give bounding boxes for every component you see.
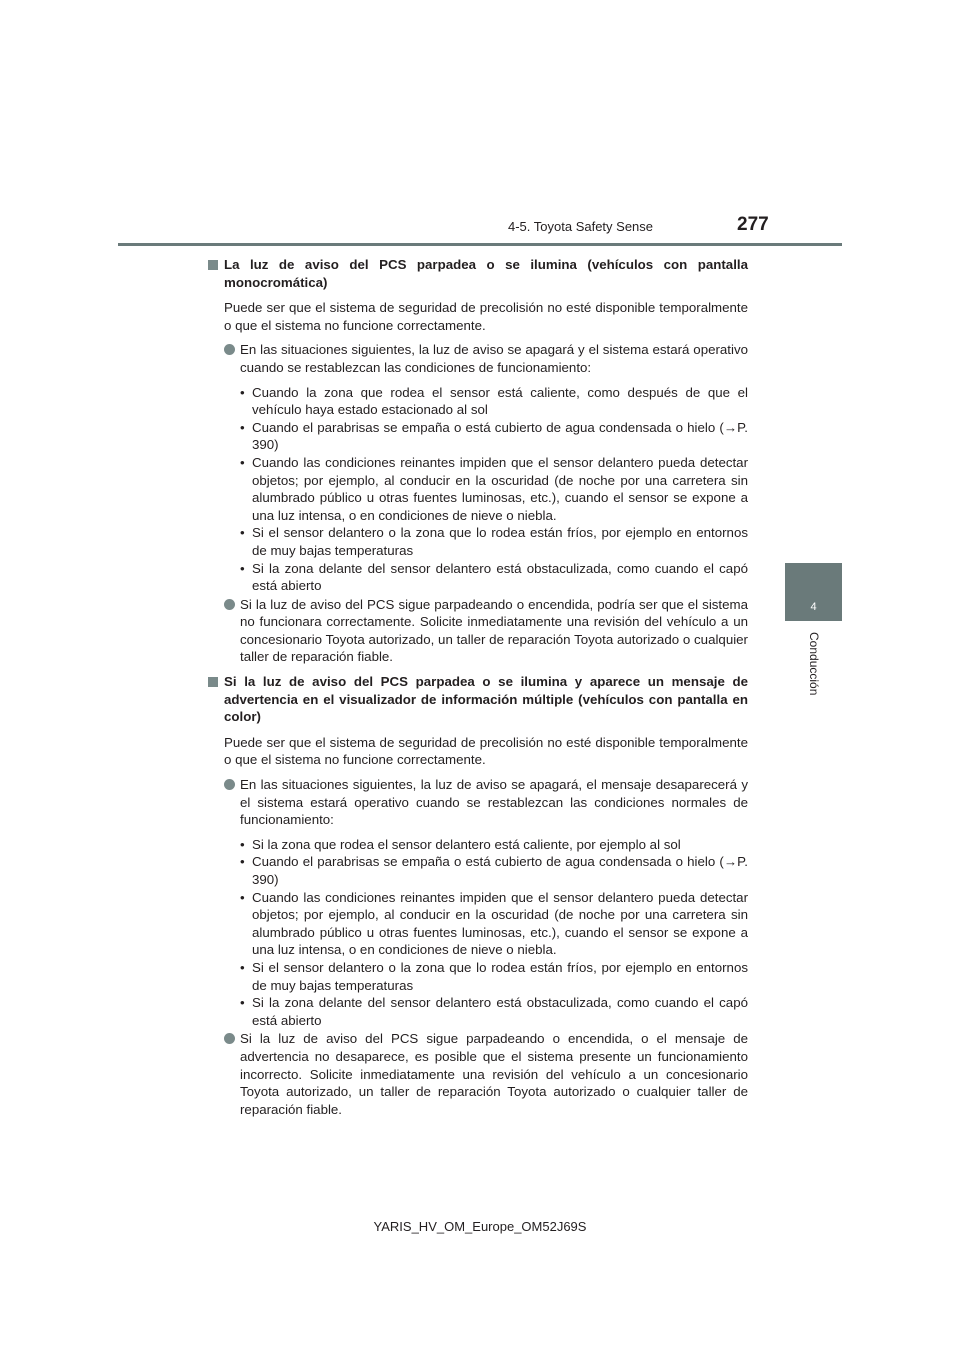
circle-item [208, 596, 748, 666]
header-divider [118, 243, 842, 246]
dot-bullet-icon: • [240, 525, 245, 541]
dot-bullet-icon: • [240, 889, 245, 905]
chapter-tab [785, 563, 842, 621]
list-item: • Cuando el parabrisas se empaña o está cubierto de agua condensada o hielo (→P. 390) [240, 854, 748, 887]
dot-bullet-icon: • [240, 384, 245, 400]
list-item: • Si el sensor delantero o la zona que lo rodea están fríos, por ejemplo en entornos de muy bajas temperaturas [240, 525, 748, 558]
square-bullet-icon [208, 677, 218, 687]
dot-bullet-icon: • [240, 995, 245, 1011]
condition-list [208, 384, 748, 595]
list-item: • Si la zona que rodea el sensor delantero está caliente, por ejemplo al sol [240, 836, 681, 852]
circle-item [208, 1030, 748, 1118]
circle-bullet-icon [224, 344, 235, 355]
page-content [208, 256, 748, 1125]
list-item: • Si la zona delante del sensor delantero está obstaculizada, como cuando el capó está abierto [240, 560, 748, 594]
dot-bullet-icon: • [240, 560, 245, 576]
dot-bullet-icon: • [240, 854, 245, 870]
dot-bullet-icon: • [240, 454, 245, 470]
dot-bullet-icon: • [240, 836, 245, 852]
circle-item [208, 776, 748, 829]
chapter-number: 4 [810, 601, 817, 613]
square-bullet-icon [208, 260, 218, 270]
header-section-title: 4-5. Toyota Safety Sense [508, 219, 654, 234]
circle-item [208, 341, 748, 376]
page-number: 277 [737, 214, 769, 235]
circle-item-text: Si la luz de aviso del PCS sigue parpadeando o encendida, o el mensaje de advertencia no desaparece, es posible que el sistema presente un funcionamiento incorrecto. Solicite inmediatamente una revisión del vehículo a un concesionario Toyota autorizado, un taller de reparación Toyota autorizado o cualquier taller de reparación fiable. [240, 1031, 748, 1117]
section-heading-monochrome [208, 256, 748, 291]
section-intro: Puede ser que el sistema de seguridad de precolisión no esté disponible temporalmente o que el sistema no funcione correctamente. [224, 300, 748, 333]
document-code: YARIS_HV_OM_Europe_OM52J69S [373, 1219, 587, 1234]
list-item: • Cuando el parabrisas se empaña o está cubierto de agua condensada o hielo (→P. 390) [240, 419, 748, 453]
dot-bullet-icon: • [240, 959, 245, 975]
circle-bullet-icon [224, 1033, 235, 1044]
section-heading-color [208, 673, 748, 726]
circle-item-text: En las situaciones siguientes, la luz de aviso se apagará y el sistema estará operativo cuando se restablezcan las condiciones de funcionamiento: [240, 342, 748, 375]
dot-bullet-icon: • [240, 419, 245, 435]
list-item: • Cuando la zona que rodea el sensor está caliente, como después de que el vehículo haya estado estacionado al sol [240, 384, 748, 418]
section-intro: Puede ser que el sistema de seguridad de precolisión no esté disponible temporalmente o que el sistema no funcione correctamente. [224, 734, 748, 768]
list-item: • Cuando las condiciones reinantes impiden que el sensor delantero pueda detectar objetos; por ejemplo, al conducir en la oscuridad (de noche por una carretera sin alumbrado público u otras fuentes luminosas, etc.), cuando el sensor se expone a una luz intensa, o en condiciones de nieve o niebla. [240, 889, 748, 958]
list-item: • Si el sensor delantero o la zona que lo rodea están fríos, por ejemplo en entornos de muy bajas temperaturas [240, 959, 748, 993]
circle-bullet-icon [224, 779, 235, 790]
circle-item-text: En las situaciones siguientes, la luz de aviso se apagará, el mensaje desaparecerá y el sistema estará operativo cuando se restablezcan las condiciones normales de funcionamiento: [240, 777, 748, 828]
condition-list [208, 836, 748, 1030]
list-item: • Si la zona delante del sensor delantero está obstaculizada, como cuando el capó está abierto [240, 995, 748, 1028]
list-item: • Cuando las condiciones reinantes impiden que el sensor delantero pueda detectar objetos; por ejemplo, al conducir en la oscuridad (de noche por una carretera sin alumbrado público u otras fuentes luminosas, etc.), cuando el sensor se expone a una luz intensa, o en condiciones de nieve o niebla. [240, 454, 748, 523]
section-heading-text: La luz de aviso del PCS parpadea o se ilumina (vehículos con pantalla monocromática) [224, 257, 748, 290]
circle-item-text: Si la luz de aviso del PCS sigue parpadeando o encendida, podría ser que el sistema no funcionara correctamente. Solicite inmediatamente una revisión del vehículo a un concesionario Toyota autorizado, un taller de reparación Toyota autorizado o cualquier taller de reparación fiable. [240, 596, 748, 665]
section-heading-text: Si la luz de aviso del PCS parpadea o se ilumina y aparece un mensaje de advertencia en el visualizador de información múltiple (vehículos con pantalla en color) [224, 674, 748, 725]
chapter-label: Conducción [807, 632, 821, 696]
circle-bullet-icon [224, 599, 235, 610]
